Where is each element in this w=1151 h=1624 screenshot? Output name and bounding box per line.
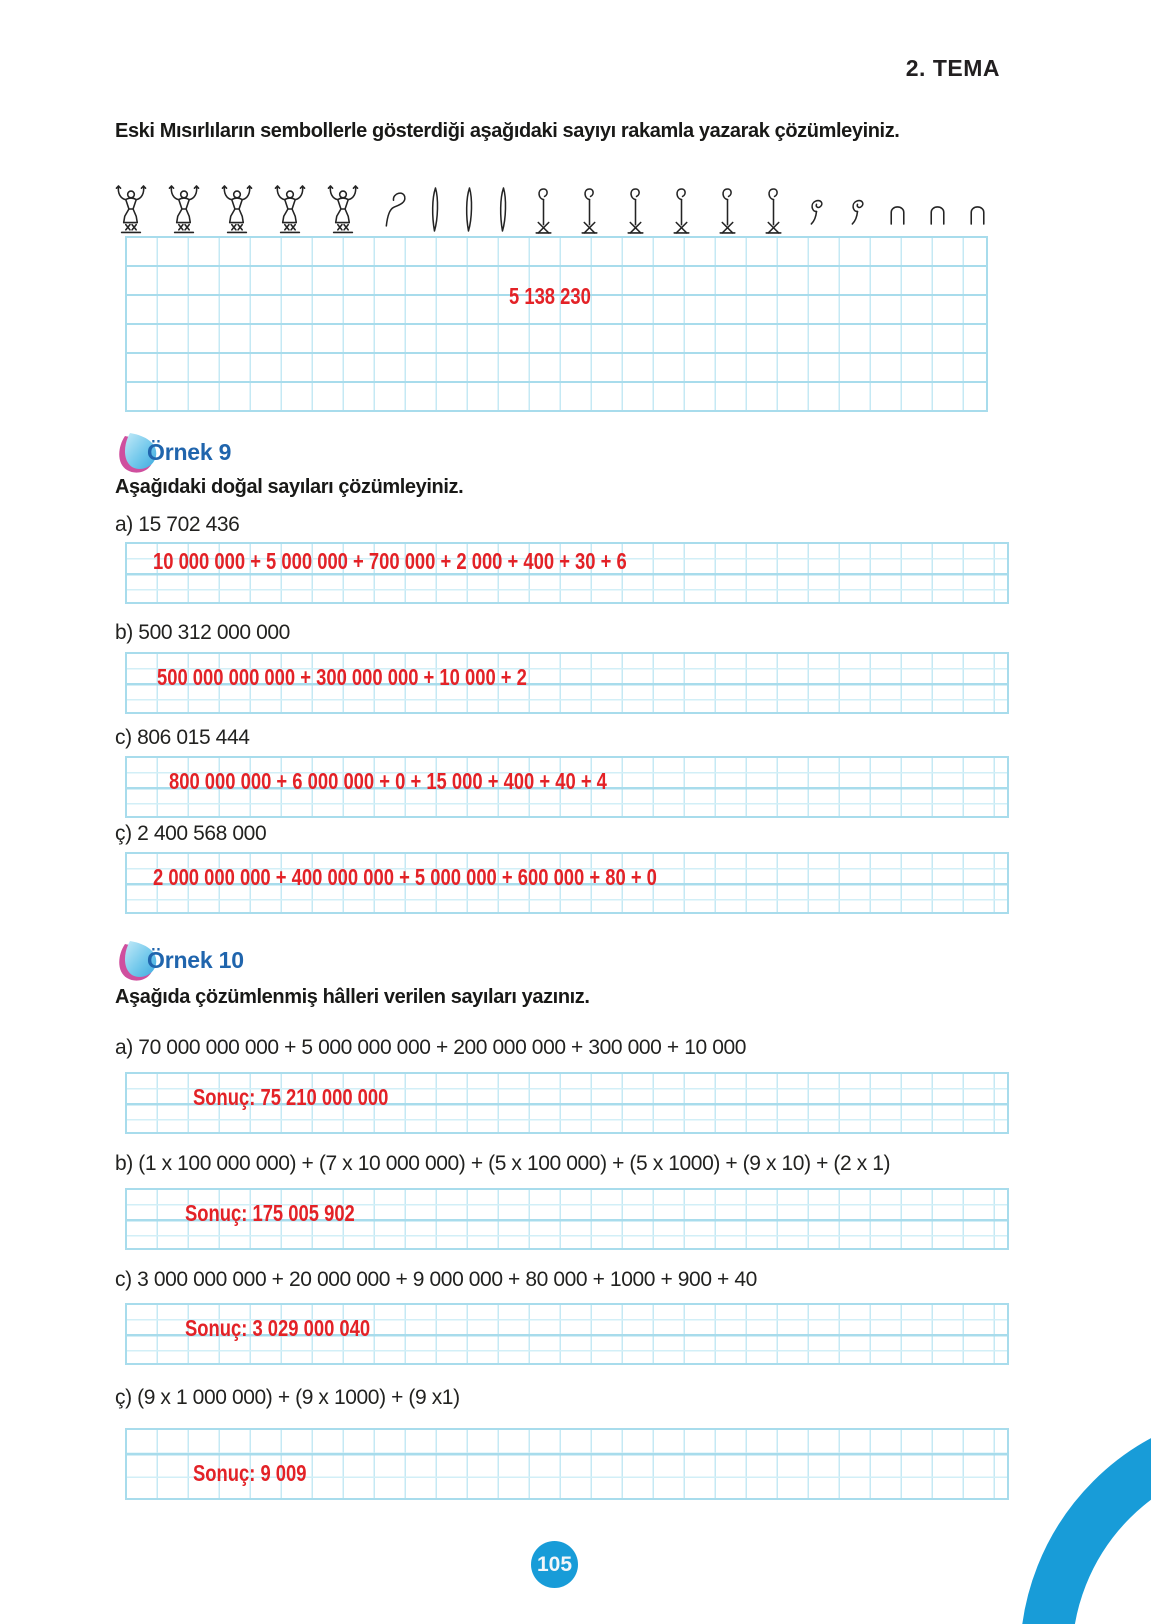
hieroglyph-finger-icon bbox=[429, 186, 442, 233]
ornek9-answer-b: 500 000 000 000 + 300 000 000 + 10 000 + 2 bbox=[157, 664, 527, 690]
hieroglyph-finger-icon bbox=[497, 186, 510, 233]
ornek9-heading bbox=[118, 430, 231, 474]
ornek9-answer-a: 10 000 000 + 5 000 000 + 700 000 + 2 000 + 400 + 30 + 6 bbox=[153, 548, 627, 574]
ornek9-item-cc-label: ç) 2 400 568 000 bbox=[115, 822, 267, 845]
hieroglyph-million-icon bbox=[327, 184, 359, 234]
hieroglyph-number-row bbox=[115, 174, 987, 234]
hieroglyph-tadpole-icon bbox=[380, 189, 407, 230]
hieroglyph-lotus-icon bbox=[669, 186, 694, 234]
ornek9-item-b-label: b) 500 312 000 000 bbox=[115, 621, 290, 644]
ornek10-answer-grid-a[interactable] bbox=[125, 1072, 1009, 1134]
hieroglyph-coil-icon bbox=[848, 195, 867, 226]
hieroglyph-million-icon bbox=[221, 184, 253, 234]
ornek9-item-a-label: a) 15 702 436 bbox=[115, 513, 240, 536]
ornek9-answer-cc: 2 000 000 000 + 400 000 000 + 5 000 000 + 600 000 + 80 + 0 bbox=[153, 864, 657, 890]
ornek9-answer-grid-a[interactable] bbox=[125, 542, 1009, 604]
tema-header: 2. TEMA bbox=[905, 55, 1000, 81]
ornek9-instruction: Aşağıdaki doğal sayıları çözümleyiniz. bbox=[115, 476, 464, 498]
ornek9-answer-c: 800 000 000 + 6 000 000 + 0 + 15 000 + 400 + 40 + 4 bbox=[169, 768, 607, 794]
ornek10-answer-grid-cc[interactable] bbox=[125, 1428, 1009, 1500]
decorative-ring bbox=[1020, 1408, 1151, 1624]
hieroglyph-lotus-icon bbox=[577, 186, 602, 234]
ornek9-answer-grid-b[interactable] bbox=[125, 652, 1009, 714]
intro-answer-value: 5 138 230 bbox=[509, 283, 591, 309]
ornek10-heading bbox=[118, 938, 244, 982]
intro-instruction: Eski Mısırlıların sembollerle gösterdiği aşağıdaki sayıyı rakamla yazarak çözümleyiniz. bbox=[115, 120, 900, 142]
hieroglyph-heel-icon bbox=[888, 202, 907, 225]
ornek10-answer-grid-c[interactable] bbox=[125, 1303, 1009, 1365]
ornek10-answer-a: Sonuç: 75 210 000 000 bbox=[193, 1084, 389, 1110]
ornek10-title: Örnek 10 bbox=[147, 946, 244, 973]
ornek10-item-cc-label: ç) (9 x 1 000 000) + (9 x 1000) + (9 x1) bbox=[115, 1386, 460, 1409]
hieroglyph-finger-icon bbox=[463, 186, 476, 233]
ornek9-answer-grid-cc[interactable] bbox=[125, 852, 1009, 914]
ornek10-instruction: Aşağıda çözümlenmiş hâlleri verilen sayıları yazınız. bbox=[115, 986, 590, 1008]
hieroglyph-heel-icon bbox=[928, 202, 947, 225]
intro-answer-grid[interactable] bbox=[125, 236, 988, 412]
ornek10-answer-b: Sonuç: 175 005 902 bbox=[185, 1200, 355, 1226]
ornek10-item-a-label: a) 70 000 000 000 + 5 000 000 000 + 200 000 000 + 300 000 + 10 000 bbox=[115, 1036, 747, 1059]
hieroglyph-lotus-icon bbox=[623, 186, 648, 234]
hieroglyph-million-icon bbox=[115, 184, 147, 234]
ornek10-answer-c: Sonuç: 3 029 000 040 bbox=[185, 1315, 371, 1341]
hieroglyph-million-icon bbox=[274, 184, 306, 234]
ornek10-item-b-label: b) (1 x 100 000 000) + (7 x 10 000 000) + (5 x 100 000) + (5 x 1000) + (9 x 10) + (2 x 1) bbox=[115, 1152, 891, 1175]
ornek10-item-c-label: c) 3 000 000 000 + 20 000 000 + 9 000 000 + 80 000 + 1000 + 900 + 40 bbox=[115, 1268, 757, 1291]
ornek10-answer-grid-b[interactable] bbox=[125, 1188, 1009, 1250]
ornek9-title: Örnek 9 bbox=[147, 438, 232, 465]
hieroglyph-lotus-icon bbox=[531, 186, 556, 234]
ornek10-answer-cc: Sonuç: 9 009 bbox=[193, 1460, 307, 1486]
page-number-badge: 105 bbox=[531, 1541, 578, 1588]
hieroglyph-heel-icon bbox=[968, 202, 987, 225]
hieroglyph-coil-icon bbox=[807, 195, 826, 226]
ornek9-answer-grid-c[interactable] bbox=[125, 756, 1009, 818]
ornek9-item-c-label: c) 806 015 444 bbox=[115, 726, 250, 749]
hieroglyph-lotus-icon bbox=[715, 186, 740, 234]
hieroglyph-lotus-icon bbox=[761, 186, 786, 234]
hieroglyph-million-icon bbox=[168, 184, 200, 234]
